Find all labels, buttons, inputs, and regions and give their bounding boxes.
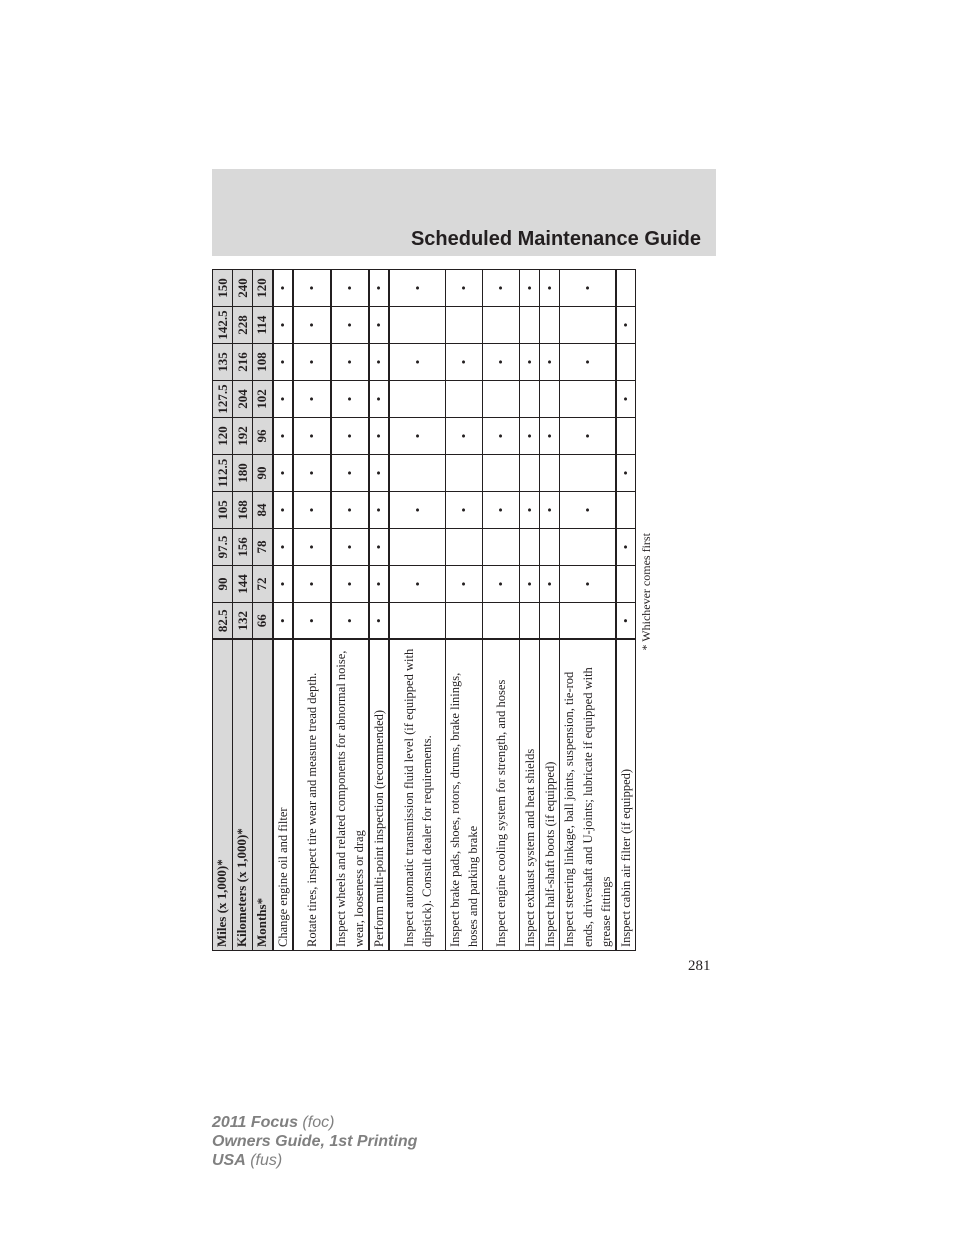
task-label: Inspect automatic transmission fluid level (if equipped with dipstick). Consult dealer for requirements. — [389, 640, 445, 951]
service-mark: • — [616, 381, 636, 418]
service-mark: • — [369, 418, 389, 455]
service-mark: • — [616, 603, 636, 640]
service-mark — [446, 381, 483, 418]
service-mark: • — [560, 344, 616, 381]
service-mark: • — [520, 566, 540, 603]
service-mark: • — [273, 381, 293, 418]
header-value: 96 — [253, 418, 273, 455]
service-mark: • — [446, 492, 483, 529]
service-mark: • — [560, 270, 616, 307]
footer-guide: Owners Guide, 1st Printing — [212, 1133, 418, 1150]
footnote-row — [636, 270, 656, 951]
header-value: 168 — [233, 492, 253, 529]
page-number: 281 — [688, 958, 711, 974]
service-mark: • — [389, 270, 445, 307]
service-mark: • — [369, 455, 389, 492]
service-mark: • — [293, 418, 331, 455]
header-value: 192 — [233, 418, 253, 455]
header-value: 90 — [213, 566, 233, 603]
service-mark — [389, 529, 445, 566]
header-value: 82.5 — [213, 603, 233, 640]
service-mark: • — [560, 566, 616, 603]
service-mark: • — [273, 307, 293, 344]
footer-region-code: (fus) — [245, 1152, 283, 1169]
header-row — [213, 270, 233, 951]
service-mark — [483, 603, 520, 640]
service-mark — [483, 307, 520, 344]
header-value: 127.5 — [213, 381, 233, 418]
service-mark: • — [446, 418, 483, 455]
service-mark — [540, 603, 560, 640]
service-mark: • — [483, 492, 520, 529]
table-row — [540, 270, 560, 951]
service-mark: • — [273, 603, 293, 640]
footer — [212, 1113, 417, 1170]
service-mark: • — [520, 492, 540, 529]
service-mark: • — [293, 529, 331, 566]
service-mark: • — [369, 344, 389, 381]
service-mark: • — [331, 344, 369, 381]
service-mark — [540, 529, 560, 566]
service-mark — [560, 455, 616, 492]
header-value: 114 — [253, 307, 273, 344]
service-mark — [616, 492, 636, 529]
table-row — [483, 270, 520, 951]
service-mark: • — [520, 270, 540, 307]
service-mark: • — [369, 381, 389, 418]
footer-model: 2011 Focus — [212, 1114, 298, 1131]
service-mark — [520, 529, 540, 566]
service-mark: • — [331, 603, 369, 640]
service-mark: • — [369, 307, 389, 344]
service-mark — [446, 603, 483, 640]
header-value: 142.5 — [213, 307, 233, 344]
task-label: Inspect exhaust system and heat shields — [520, 640, 540, 951]
service-mark: • — [369, 603, 389, 640]
service-mark — [446, 307, 483, 344]
header-label: Kilometers (x 1,000)* — [233, 640, 253, 951]
service-mark: • — [520, 418, 540, 455]
service-mark — [540, 381, 560, 418]
service-mark — [389, 307, 445, 344]
header-value: 150 — [213, 270, 233, 307]
task-label: Inspect wheels and related components for abnormal noise, wear, looseness or drag — [331, 640, 369, 951]
header-value: 105 — [213, 492, 233, 529]
service-mark — [560, 603, 616, 640]
service-mark — [389, 381, 445, 418]
service-mark — [560, 307, 616, 344]
service-mark: • — [483, 418, 520, 455]
header-value: 108 — [253, 344, 273, 381]
maintenance-table — [212, 269, 656, 951]
footnote: * Whichever comes first — [638, 533, 653, 651]
service-mark — [446, 529, 483, 566]
service-mark — [483, 529, 520, 566]
service-mark: • — [331, 307, 369, 344]
service-mark — [520, 603, 540, 640]
service-mark: • — [389, 492, 445, 529]
service-mark — [389, 455, 445, 492]
service-mark: • — [273, 529, 293, 566]
service-mark — [540, 455, 560, 492]
table-row — [273, 270, 293, 951]
task-label: Perform multi-point inspection (recommended) — [369, 640, 389, 951]
table-row — [616, 270, 636, 951]
header-value: 78 — [253, 529, 273, 566]
service-mark: • — [331, 455, 369, 492]
service-mark: • — [389, 344, 445, 381]
header-band — [212, 169, 716, 256]
service-mark: • — [331, 270, 369, 307]
service-mark: • — [293, 566, 331, 603]
service-mark: • — [331, 381, 369, 418]
service-mark: • — [560, 418, 616, 455]
service-mark: • — [293, 307, 331, 344]
table-row — [446, 270, 483, 951]
header-value: 84 — [253, 492, 273, 529]
service-mark — [616, 566, 636, 603]
table-row — [293, 270, 331, 951]
service-mark: • — [369, 566, 389, 603]
service-mark: • — [293, 455, 331, 492]
service-mark: • — [331, 566, 369, 603]
service-mark — [483, 381, 520, 418]
header-value: 144 — [233, 566, 253, 603]
service-mark: • — [540, 418, 560, 455]
service-mark: • — [540, 344, 560, 381]
service-mark: • — [331, 529, 369, 566]
service-mark: • — [369, 529, 389, 566]
service-mark: • — [331, 418, 369, 455]
service-mark — [520, 455, 540, 492]
service-mark — [616, 270, 636, 307]
task-label: Inspect cabin air filter (if equipped) — [616, 640, 636, 951]
service-mark — [446, 455, 483, 492]
service-mark: • — [616, 529, 636, 566]
header-value: 120 — [213, 418, 233, 455]
rotated-table-frame — [212, 271, 656, 951]
service-mark: • — [446, 270, 483, 307]
service-mark — [616, 344, 636, 381]
header-value: 135 — [213, 344, 233, 381]
service-mark — [520, 381, 540, 418]
task-label: Rotate tires, inspect tire wear and measure tread depth. — [293, 640, 331, 951]
service-mark: • — [293, 344, 331, 381]
header-value: 97.5 — [213, 529, 233, 566]
header-value: 112.5 — [213, 455, 233, 492]
header-value: 204 — [233, 381, 253, 418]
service-mark: • — [446, 344, 483, 381]
service-mark: • — [520, 344, 540, 381]
header-value: 132 — [233, 603, 253, 640]
service-mark: • — [293, 381, 331, 418]
service-mark: • — [273, 455, 293, 492]
service-mark: • — [293, 603, 331, 640]
service-mark: • — [540, 270, 560, 307]
maintenance-table-container — [212, 271, 656, 951]
service-mark: • — [446, 566, 483, 603]
service-mark — [616, 418, 636, 455]
service-mark: • — [273, 566, 293, 603]
service-mark: • — [540, 492, 560, 529]
service-mark: • — [540, 566, 560, 603]
service-mark: • — [293, 492, 331, 529]
service-mark — [560, 381, 616, 418]
header-value: 72 — [253, 566, 273, 603]
task-label: Change engine oil and filter — [273, 640, 293, 951]
service-mark — [520, 307, 540, 344]
header-value: 66 — [253, 603, 273, 640]
header-row — [253, 270, 273, 951]
table-row — [520, 270, 540, 951]
service-mark — [560, 529, 616, 566]
table-row — [331, 270, 369, 951]
table-row — [389, 270, 445, 951]
service-mark: • — [616, 455, 636, 492]
header-value: 102 — [253, 381, 273, 418]
header-value: 216 — [233, 344, 253, 381]
table-row — [369, 270, 389, 951]
service-mark — [389, 603, 445, 640]
service-mark: • — [273, 344, 293, 381]
service-mark: • — [483, 344, 520, 381]
service-mark: • — [273, 270, 293, 307]
service-mark: • — [273, 492, 293, 529]
service-mark: • — [273, 418, 293, 455]
footer-region: USA — [212, 1152, 246, 1169]
service-mark: • — [369, 270, 389, 307]
service-mark: • — [483, 270, 520, 307]
service-mark: • — [389, 418, 445, 455]
header-label: Months* — [253, 640, 273, 951]
service-mark — [540, 307, 560, 344]
header-value: 228 — [233, 307, 253, 344]
header-row — [233, 270, 253, 951]
task-label: Inspect half-shaft boots (if equipped) — [540, 640, 560, 951]
footer-model-code: (foc) — [297, 1114, 335, 1131]
header-value: 240 — [233, 270, 253, 307]
service-mark: • — [389, 566, 445, 603]
service-mark: • — [331, 492, 369, 529]
header-value: 90 — [253, 455, 273, 492]
header-value: 120 — [253, 270, 273, 307]
header-label: Miles (x 1,000)* — [213, 640, 233, 951]
task-label: Inspect engine cooling system for strength, and hoses — [483, 640, 520, 951]
page-title: Scheduled Maintenance Guide — [410, 228, 701, 250]
service-mark: • — [369, 492, 389, 529]
header-value: 180 — [233, 455, 253, 492]
header-value: 156 — [233, 529, 253, 566]
service-mark — [483, 455, 520, 492]
service-mark: • — [560, 492, 616, 529]
task-label: Inspect steering linkage, ball joints, suspension, tie-rod ends, driveshaft and U-joints; lubricate if equipped with grease fittings — [560, 640, 616, 951]
task-label: Inspect brake pads, shoes, rotors, drums, brake linings, hoses and parking brake — [446, 640, 483, 951]
service-mark: • — [483, 566, 520, 603]
service-mark: • — [616, 307, 636, 344]
table-row — [560, 270, 616, 951]
service-mark: • — [293, 270, 331, 307]
